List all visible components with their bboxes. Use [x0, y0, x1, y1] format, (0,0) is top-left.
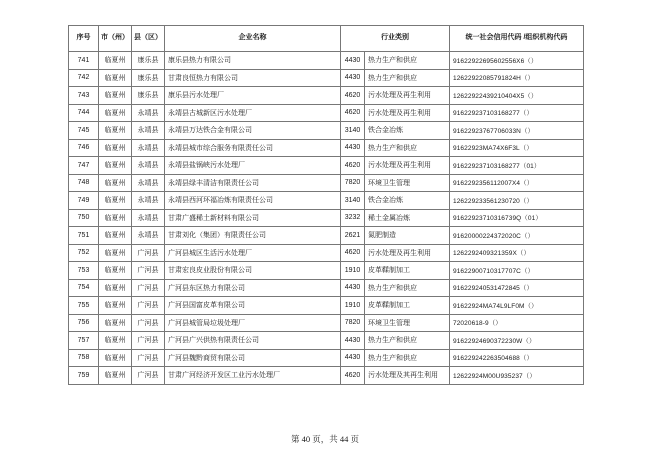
cell-industry-name: 污水处理及再生利用	[365, 157, 450, 175]
cell-industry-code: 1910	[341, 297, 365, 315]
cell-serial: 743	[69, 87, 99, 105]
cell-industry-name: 污水处理及再生利用	[365, 104, 450, 122]
cell-enterprise-name: 广河县国富皮革有限公司	[165, 297, 341, 315]
table-row	[69, 52, 584, 70]
cell-city: 临夏州	[99, 349, 132, 367]
cell-industry-name: 环境卫生管理	[365, 314, 450, 332]
cell-industry-name: 热力生产和供应	[365, 69, 450, 87]
cell-enterprise-name: 广河县城管局垃圾处理厂	[165, 314, 341, 332]
cell-city: 临夏州	[99, 227, 132, 245]
cell-county: 永靖县	[132, 122, 165, 140]
cell-industry-name: 稀土金属冶炼	[365, 209, 450, 227]
cell-enterprise-name: 康乐县污水处理厂	[165, 87, 341, 105]
cell-serial: 748	[69, 174, 99, 192]
cell-industry-code: 4430	[341, 139, 365, 157]
permit-table	[68, 25, 584, 385]
table-row	[69, 157, 584, 175]
header-enterprise-name: 企业名称	[165, 26, 341, 52]
cell-city: 临夏州	[99, 244, 132, 262]
cell-enterprise-name: 康乐县热力有限公司	[165, 52, 341, 70]
cell-industry-code: 4620	[341, 104, 365, 122]
table-row	[69, 244, 584, 262]
cell-industry-code: 4430	[341, 332, 365, 350]
cell-county: 永靖县	[132, 227, 165, 245]
cell-credit-code: 91620000224372020C（）	[450, 227, 584, 245]
cell-industry-name: 污水处理及再生利用	[365, 87, 450, 105]
cell-county: 广河县	[132, 244, 165, 262]
cell-credit-code: 91622923767706033N（）	[450, 122, 584, 140]
cell-county: 永靖县	[132, 104, 165, 122]
cell-credit-code: 91622924690372230W（）	[450, 332, 584, 350]
cell-industry-name: 氮肥制造	[365, 227, 450, 245]
cell-serial: 744	[69, 104, 99, 122]
cell-industry-code: 4620	[341, 367, 365, 385]
cell-serial: 756	[69, 314, 99, 332]
cell-serial: 758	[69, 349, 99, 367]
cell-county: 永靖县	[132, 192, 165, 210]
cell-credit-code: 91622924MA74L9LF0M（）	[450, 297, 584, 315]
cell-serial: 749	[69, 192, 99, 210]
cell-credit-code: 916229240531472845（）	[450, 279, 584, 297]
table-row	[69, 367, 584, 385]
cell-city: 临夏州	[99, 122, 132, 140]
cell-serial: 742	[69, 69, 99, 87]
cell-county: 广河县	[132, 367, 165, 385]
cell-enterprise-name: 广河县魏黔商贸有限公司	[165, 349, 341, 367]
cell-credit-code: 12622922085791824H（）	[450, 69, 584, 87]
cell-industry-name: 铁合金冶炼	[365, 192, 450, 210]
cell-serial: 755	[69, 297, 99, 315]
cell-county: 广河县	[132, 262, 165, 280]
cell-county: 广河县	[132, 279, 165, 297]
cell-enterprise-name: 永靖县城市综合服务有限责任公司	[165, 139, 341, 157]
table-row	[69, 349, 584, 367]
cell-industry-name: 热力生产和供应	[365, 332, 450, 350]
cell-enterprise-name: 永靖县绿丰清洁有限责任公司	[165, 174, 341, 192]
cell-industry-name: 环境卫生管理	[365, 174, 450, 192]
cell-county: 康乐县	[132, 87, 165, 105]
cell-credit-code: 12622924M00U935237（）	[450, 367, 584, 385]
cell-county: 广河县	[132, 314, 165, 332]
cell-city: 临夏州	[99, 104, 132, 122]
cell-enterprise-name: 甘肃宏良皮业股份有限公司	[165, 262, 341, 280]
cell-credit-code: 126229233561230720（）	[450, 192, 584, 210]
cell-industry-code: 3232	[341, 209, 365, 227]
cell-industry-code: 7820	[341, 174, 365, 192]
table-row	[69, 192, 584, 210]
cell-enterprise-name: 甘肃广河经济开发区工业污水处理厂	[165, 367, 341, 385]
header-industry-category: 行业类别	[341, 26, 450, 52]
cell-credit-code: 916229237103168277（01）	[450, 157, 584, 175]
cell-serial: 759	[69, 367, 99, 385]
header-credit-code: 统一社会信用代码 /组织机构代码	[450, 26, 584, 52]
cell-county: 永靖县	[132, 157, 165, 175]
cell-industry-name: 皮革鞣制加工	[365, 297, 450, 315]
cell-industry-name: 热力生产和供应	[365, 52, 450, 70]
cell-industry-code: 4430	[341, 349, 365, 367]
cell-credit-code: 1262292409321359X（）	[450, 244, 584, 262]
table-row	[69, 174, 584, 192]
header-row	[69, 26, 584, 52]
cell-serial: 753	[69, 262, 99, 280]
cell-city: 临夏州	[99, 192, 132, 210]
table-row	[69, 87, 584, 105]
cell-city: 临夏州	[99, 139, 132, 157]
cell-county: 永靖县	[132, 209, 165, 227]
cell-credit-code: 91622922695602556X6（）	[450, 52, 584, 70]
cell-industry-code: 2621	[341, 227, 365, 245]
cell-industry-code: 4620	[341, 87, 365, 105]
cell-serial: 745	[69, 122, 99, 140]
header-city: 市（州）	[99, 26, 132, 52]
cell-credit-code: 12622922439210404X5（）	[450, 87, 584, 105]
cell-county: 永靖县	[132, 139, 165, 157]
table-row	[69, 122, 584, 140]
cell-serial: 751	[69, 227, 99, 245]
cell-city: 临夏州	[99, 157, 132, 175]
cell-serial: 752	[69, 244, 99, 262]
cell-enterprise-name: 永靖县西河环福冶炼有限责任公司	[165, 192, 341, 210]
cell-serial: 757	[69, 332, 99, 350]
cell-city: 临夏州	[99, 69, 132, 87]
cell-enterprise-name: 甘肃良恒热力有限公司	[165, 69, 341, 87]
cell-industry-name: 污水处理及再生利用	[365, 244, 450, 262]
cell-enterprise-name: 永靖县古城新区污水处理厂	[165, 104, 341, 122]
cell-industry-code: 3140	[341, 122, 365, 140]
cell-county: 康乐县	[132, 52, 165, 70]
table-row	[69, 209, 584, 227]
table-body	[69, 52, 584, 385]
cell-industry-name: 热力生产和供应	[365, 349, 450, 367]
cell-serial: 750	[69, 209, 99, 227]
cell-city: 临夏州	[99, 332, 132, 350]
cell-city: 临夏州	[99, 314, 132, 332]
cell-city: 临夏州	[99, 262, 132, 280]
cell-industry-name: 热力生产和供应	[365, 139, 450, 157]
cell-city: 临夏州	[99, 87, 132, 105]
page-number-footer: 第 40 页，共 44 页	[290, 434, 359, 444]
cell-city: 临夏州	[99, 52, 132, 70]
cell-credit-code: 91622923710316739Q（01）	[450, 209, 584, 227]
cell-industry-code: 4430	[341, 279, 365, 297]
table-row	[69, 332, 584, 350]
cell-city: 临夏州	[99, 279, 132, 297]
cell-industry-name: 铁合金冶炼	[365, 122, 450, 140]
cell-city: 临夏州	[99, 297, 132, 315]
table-row	[69, 104, 584, 122]
cell-serial: 741	[69, 52, 99, 70]
cell-credit-code: 91622923MA74X6F3L（）	[450, 139, 584, 157]
cell-enterprise-name: 甘肃刘化（集团）有限责任公司	[165, 227, 341, 245]
cell-credit-code: 9162292356112007X4（）	[450, 174, 584, 192]
cell-industry-name: 皮革鞣制加工	[365, 262, 450, 280]
header-serial: 序号	[69, 26, 99, 52]
cell-county: 广河县	[132, 332, 165, 350]
cell-industry-code: 7820	[341, 314, 365, 332]
table-row	[69, 314, 584, 332]
table-row	[69, 279, 584, 297]
cell-industry-code: 4430	[341, 52, 365, 70]
cell-industry-code: 4430	[341, 69, 365, 87]
cell-county: 广河县	[132, 349, 165, 367]
cell-enterprise-name: 甘肃广盛稀土新材料有限公司	[165, 209, 341, 227]
table-row	[69, 297, 584, 315]
table-row	[69, 139, 584, 157]
cell-credit-code: 91622900710317707C（）	[450, 262, 584, 280]
cell-city: 临夏州	[99, 367, 132, 385]
cell-industry-code: 1910	[341, 262, 365, 280]
table-row	[69, 227, 584, 245]
cell-city: 临夏州	[99, 174, 132, 192]
cell-serial: 754	[69, 279, 99, 297]
cell-county: 广河县	[132, 297, 165, 315]
table-row	[69, 69, 584, 87]
cell-county: 永靖县	[132, 174, 165, 192]
cell-industry-name: 热力生产和供应	[365, 279, 450, 297]
cell-industry-code: 3140	[341, 192, 365, 210]
cell-city: 临夏州	[99, 209, 132, 227]
cell-credit-code: 916229242263504688（）	[450, 349, 584, 367]
cell-industry-code: 4620	[341, 157, 365, 175]
cell-credit-code: 72020618-9（）	[450, 314, 584, 332]
table-row	[69, 262, 584, 280]
cell-enterprise-name: 广河县东区热力有限公司	[165, 279, 341, 297]
cell-enterprise-name: 永靖县万达铁合金有限公司	[165, 122, 341, 140]
cell-serial: 747	[69, 157, 99, 175]
cell-enterprise-name: 广河县城区生活污水处理厂	[165, 244, 341, 262]
cell-credit-code: 916229237103168277（）	[450, 104, 584, 122]
cell-serial: 746	[69, 139, 99, 157]
cell-enterprise-name: 广河县广兴供热有限责任公司	[165, 332, 341, 350]
header-county: 县（区）	[132, 26, 165, 52]
cell-enterprise-name: 永靖县盐锅峡污水处理厂	[165, 157, 341, 175]
cell-industry-name: 污水处理及其再生利用	[365, 367, 450, 385]
cell-industry-code: 4620	[341, 244, 365, 262]
cell-county: 康乐县	[132, 69, 165, 87]
